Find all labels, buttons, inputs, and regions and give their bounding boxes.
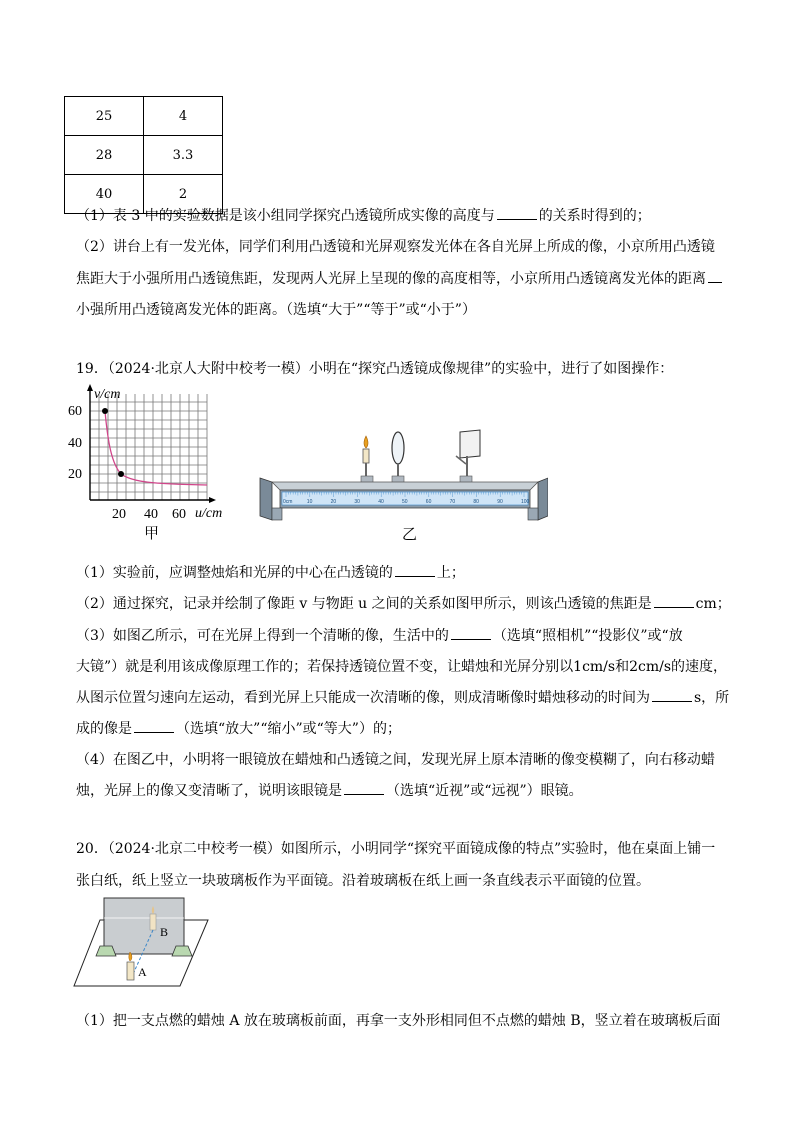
bench-right-support: [538, 478, 548, 520]
figure-caption-yi: 乙: [402, 525, 418, 543]
graph-v-u: [62, 384, 242, 544]
label-b: B: [160, 925, 169, 939]
x-tick-label: 20: [112, 507, 126, 522]
q20-part1: （1）把一支点燃的蜡烛 A 放在玻璃板前面，再拿一支外形相同但不点燃的蜡烛 B，竖立着在玻璃板后面: [76, 1013, 721, 1029]
x-axis-arrow-icon: [209, 497, 216, 503]
bench-left-support: [260, 478, 272, 520]
ruler-tick-label: 20: [330, 499, 337, 505]
q20-header-line2: 张白纸，纸上竖立一块玻璃板作为平面镜。沿着玻璃板在纸上画一条直线表示平面镜的位置。: [76, 873, 650, 889]
answer-blank[interactable]: [344, 780, 384, 795]
q19-header: 19．（2024·北京人大附中校考一模）小明在“探究凸透镜成像规律”的实验中，进行了如图操作：: [76, 361, 674, 377]
y-axis-label: v/cm: [94, 387, 121, 402]
x-tick-label: 60: [172, 507, 186, 522]
q20-header-line1: 20．（2024·北京二中校考一模）如图所示，小明同学“探究平面镜成像的特点”实验时，他在桌面上铺一: [76, 841, 716, 857]
plate-support-right: [172, 946, 192, 956]
answer-blank[interactable]: [652, 687, 692, 702]
ruler-tick-label: 30: [354, 499, 360, 505]
ruler-tick-label: 80: [473, 499, 479, 505]
ruler-tick-label: 60: [425, 499, 432, 505]
table-cell: 25: [65, 97, 144, 136]
answer-blank[interactable]: [134, 718, 174, 733]
ruler-tick-label: 40: [378, 499, 384, 505]
convex-lens-icon: [392, 432, 404, 479]
y-tick-label: 20: [68, 467, 82, 482]
q18-part2-line3: 小强所用凸透镜离发光体的距离。（选填“大于”“等于”或“小于”）: [76, 302, 476, 318]
answer-blank[interactable]: [654, 593, 694, 608]
plane-mirror-figure: [72, 894, 212, 988]
data-point: [118, 471, 124, 477]
table-cell: 40: [65, 175, 144, 214]
q19-part3-line1: （3）如图乙所示，可在光屏上得到一个清晰的像，生活中的 （选填“照相机”“投影仪”或“放: [76, 625, 683, 647]
bench-top: [272, 482, 538, 490]
ruler-tick-label: 70: [449, 499, 456, 505]
ruler-tick-label: 90: [497, 499, 503, 505]
q19-part4-line2: 烛，光屏上的像又变清晰了，说明该眼镜是 （选填“近视”或“远视”）眼镜。: [76, 780, 583, 802]
plate-support-left: [96, 946, 116, 956]
ruler-tick-label: 0cm: [283, 499, 293, 505]
table-3: [64, 96, 223, 214]
table-row: [65, 136, 223, 175]
q18-part2-line1: （2）讲台上有一发光体，同学们利用凸透镜和光屏观察发光体在各自光屏上所成的像，小京所用凸透镜: [76, 239, 715, 255]
label-a: A: [138, 965, 147, 979]
q19-part3-line4: 成的像是 （选填“放大”“缩小”或“等大”）的；: [76, 718, 401, 740]
table-cell: 28: [65, 136, 144, 175]
table-cell: 2: [144, 175, 223, 214]
answer-blank[interactable]: [708, 268, 722, 283]
q19-part3-line3: 从图示位置匀速向左运动，看到光屏上只能成一次清晰的像，则成清晰像时蜡烛移动的时间为 s，所: [76, 687, 729, 709]
y-tick-label: 40: [68, 436, 82, 451]
y-axis-arrow-icon: [87, 384, 93, 391]
table-cell: 3.3: [144, 136, 223, 175]
ruler-tick-label: 50: [402, 499, 408, 505]
q18-part2-line2: 焦距大于小强所用凸透镜焦距，发现两人光屏上呈现的像的高度相等，小京所用凸透镜离发光体的距离: [76, 268, 724, 290]
data-point: [102, 408, 108, 414]
answer-blank[interactable]: [497, 205, 537, 220]
q18-part1: （1）表 3 中的实验数据是该小组同学探究凸透镜所成实像的高度与 的关系时得到的；: [76, 205, 651, 227]
table-row: [65, 97, 223, 136]
optical-bench: [258, 428, 548, 544]
q19-part2: （2）通过探究，记录并绘制了像距 v 与物距 u 之间的关系如图甲所示，则该凸透镜的焦距是 cm；: [76, 593, 731, 615]
answer-blank[interactable]: [451, 625, 491, 640]
candle-icon: [363, 436, 369, 479]
glass-plate: [104, 898, 184, 954]
table-cell: 4: [144, 97, 223, 136]
x-tick-label: 40: [144, 507, 158, 522]
x-axis-label: u/cm: [195, 506, 223, 521]
light-screen-icon: [456, 430, 480, 479]
y-tick-label: 60: [68, 404, 82, 419]
q19-part1: （1）实验前，应调整烛焰和光屏的中心在凸透镜的 上；: [76, 562, 465, 584]
figure-caption-jia: 甲: [144, 524, 160, 542]
answer-blank[interactable]: [395, 562, 435, 577]
ruler-tick-label: 10: [306, 499, 313, 505]
q19-part3-line2: 大镜”）就是利用该成像原理工作的；若保持透镜位置不变，让蜡烛和光屏分别以1cm/s和2cm/s的速度，: [76, 659, 728, 675]
q19-part4-line1: （4）在图乙中，小明将一眼镜放在蜡烛和凸透镜之间，发现光屏上原本清晰的像变模糊了，向右移动蜡: [76, 752, 715, 768]
ruler-tick-label: 100: [521, 499, 530, 505]
